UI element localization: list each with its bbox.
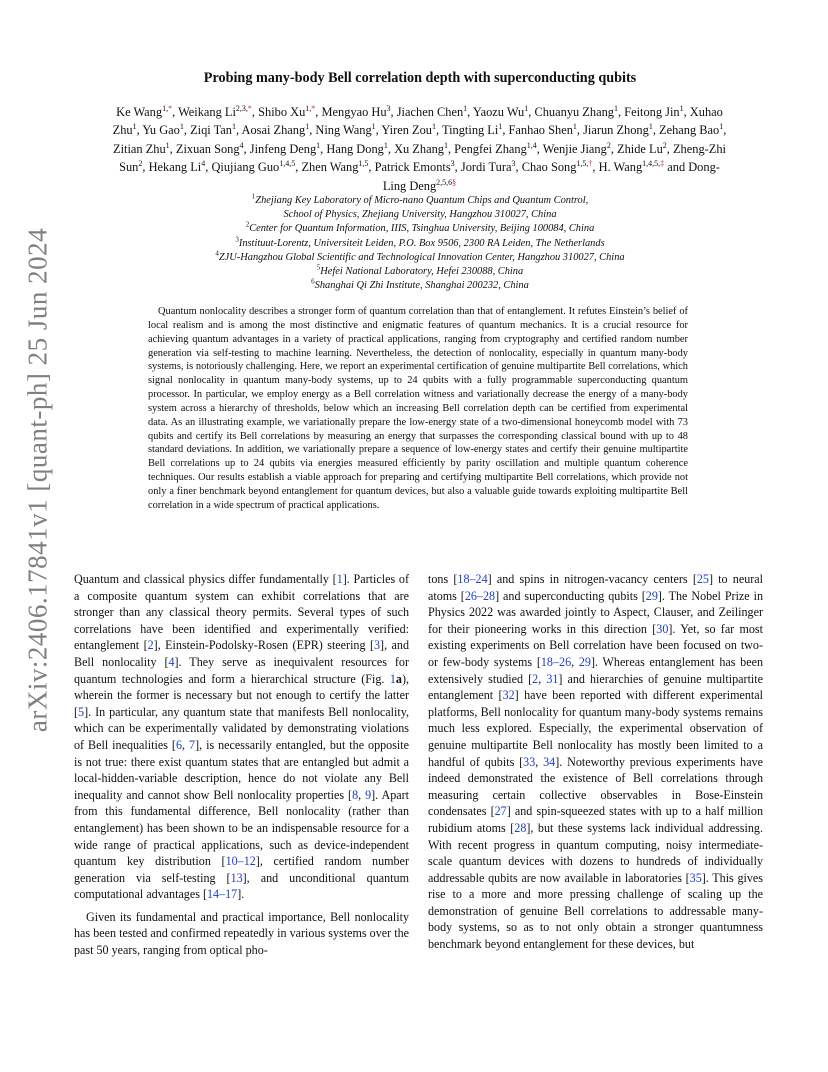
- author-affiliation-sup: 1: [443, 140, 448, 150]
- author-affiliation-sup: 2: [606, 140, 611, 150]
- body-text: ] and spin-squeezed states with up to a half million rubidium atoms [: [428, 804, 763, 835]
- affiliation-line: [115, 237, 725, 251]
- citation-link[interactable]: 13: [230, 870, 243, 885]
- citation-link[interactable]: 35: [689, 870, 702, 885]
- author-name: Zixuan Song: [175, 141, 240, 156]
- author-name: Chao Song: [521, 160, 577, 175]
- author-affiliation-sup: 1: [371, 122, 376, 132]
- body-text: ,: [358, 787, 366, 802]
- body-text: ] and superconducting qubits [: [495, 588, 646, 603]
- citation-link[interactable]: 31: [546, 671, 559, 686]
- affiliation-text: Center for Quantum Information, IIIS, Tsinghua University, Beijing 100084, China: [249, 223, 595, 235]
- author-footnote-mark[interactable]: §: [452, 177, 457, 187]
- body-text: Quantum and classical physics differ fundamentally [: [74, 572, 337, 586]
- author-affiliation-sup: 1,4,5: [279, 159, 296, 169]
- author-name: Ziqi Tan: [190, 123, 232, 138]
- affiliation-number: 5: [316, 263, 321, 272]
- author: [583, 123, 653, 137]
- author: [149, 160, 206, 174]
- author: [258, 105, 315, 119]
- author: [461, 160, 516, 174]
- author-name: Jinfeng Deng: [249, 141, 317, 156]
- author-name: Xu Zhang: [394, 141, 444, 156]
- body-text: ] and hierarchies of genuine multipartite entanglement [: [428, 671, 764, 703]
- author: [375, 160, 455, 174]
- body-column-right: [428, 571, 763, 953]
- affiliation-text: Instituut-Lorentz, Universiteit Leiden, P.O. Box 9506, 2300 RA Leiden, The Netherlands: [238, 237, 605, 249]
- author-name: Xuhao Zhu: [112, 105, 723, 138]
- body-text: ,: [182, 737, 190, 752]
- affiliation-number: 1: [251, 192, 256, 201]
- author-footnote-mark[interactable]: *: [311, 103, 316, 113]
- citation-link[interactable]: 34: [543, 754, 556, 769]
- author: [116, 105, 172, 119]
- author-affiliation-sup: 3: [511, 159, 516, 169]
- author: [211, 160, 295, 174]
- author-name: Yaozu Wu: [472, 105, 525, 119]
- author: [178, 105, 252, 119]
- citation-link[interactable]: 1: [336, 572, 343, 586]
- author-affiliation-sup: 1: [132, 122, 137, 132]
- author-name: and Dong-Ling Deng: [382, 160, 720, 193]
- citation-link[interactable]: 1: [389, 671, 396, 686]
- citation-link[interactable]: 27: [494, 804, 507, 819]
- citation-link[interactable]: 14–17: [206, 887, 238, 902]
- author: [321, 105, 390, 119]
- author: [473, 105, 528, 119]
- citation-link[interactable]: 10–12: [225, 854, 256, 869]
- body-text: ]. Yet, so far most existing experiments on Bell correlation have been focused on two- or few-body systems [: [428, 621, 763, 669]
- author: [522, 160, 593, 174]
- author-affiliation-sup: 1: [524, 103, 529, 113]
- author-name: Jiarun Zhong: [583, 123, 649, 138]
- citation-link[interactable]: 4: [168, 654, 175, 669]
- affiliation-text: School of Physics, Zhejiang University, Hangzhou 310027, China: [283, 209, 557, 221]
- author-name: Hekang Li: [148, 160, 202, 175]
- affiliation-line: [115, 251, 725, 265]
- citation-link[interactable]: 2: [147, 638, 154, 653]
- author-name: Tingting Li: [441, 123, 499, 138]
- affiliation-number: 2: [245, 220, 250, 229]
- author-affiliation-sup: 1: [431, 122, 436, 132]
- citation-link[interactable]: 9: [365, 787, 372, 802]
- author-affiliation-sup: 4: [201, 159, 206, 169]
- citation-link[interactable]: 2: [532, 671, 539, 686]
- author-name: Zitian Zhu: [113, 141, 166, 156]
- author: [534, 105, 618, 119]
- author-name: Patrick Emonts: [374, 160, 451, 175]
- affiliation-text: Zhejiang Key Laboratory of Micro-nano Quantum Chips and Quantum Control,: [255, 195, 589, 206]
- author: [250, 142, 320, 156]
- citation-link[interactable]: 5: [78, 704, 85, 719]
- citation-link[interactable]: 7: [189, 737, 196, 752]
- citation-link[interactable]: 25: [696, 572, 709, 586]
- author-affiliation-sup: 1: [498, 122, 503, 132]
- author: [659, 123, 723, 137]
- author: [454, 142, 537, 156]
- author-affiliation-sup: 1,: [305, 103, 312, 113]
- author-footnote-mark[interactable]: *: [247, 103, 252, 113]
- citation-link[interactable]: 32: [502, 688, 515, 703]
- author-name: Jordi Tura: [460, 160, 512, 175]
- author-name: Shibo Xu: [258, 105, 306, 119]
- author-name: Zhide Lu: [617, 141, 663, 156]
- author-affiliation-sup: 1: [316, 140, 321, 150]
- author-affiliation-sup: 2: [138, 159, 143, 169]
- author: [397, 105, 467, 119]
- author-list: Ke Wang$^{1,*}$, Weikang $Li^{2,3,*}$, Shibo $Xu^{1,*}$, Mengyao Hu$^3$, Jiachen Chen$^1$, Yaozu Wu$^1$, Chuanyu Zhang$^1$, Feitong Jin$^1$, Xuhao Zhu$^1$, Yu Gao$^1$, Ziqi Tan$^1$, Aosai Zhang$^1$, Ning Wang$^1$, Yiren Zou$^1$, Tingting Li$^1$, Fanhao Shen$^1$, Jiarun Zhong$^1$, Zehang Bao$^1$, Zitian Zhu$^1$, Zixuan Song$^4$, Jinfeng Deng$^1$, Hang Dong$^1$, Xu Zhang$^1$, Pengfei Zhang$^{1,4}$, Wenjie Jiang$^2$, Zhide Lu$^2$, Zheng-Zhi Sun$^2$, Hekang Li$^4$, Qiujiang Guo$^{1,4,5}$, Zhen Wang$^{1,5}$, Patrick Emonts$^3$, Jordi Tura$^3$, Chao Song$^{1,5,\dagger}$, H. Wang$^{1,4,5,\ddagger}$ and Dong-Ling Deng$^{2,5,6\S}$: [112, 103, 727, 193]
- author-name: Jiachen Chen: [396, 105, 464, 119]
- author: [326, 142, 387, 156]
- author-name: Yiren Zou: [381, 123, 432, 138]
- body-paragraph: [428, 571, 763, 953]
- affiliation-text: ZJU-Hangzhou Global Scientific and Technological Innovation Center, Hangzhou 310027, China: [218, 251, 625, 263]
- citation-link[interactable]: 18–24: [457, 572, 488, 586]
- body-text: ]. In particular, any quantum state that manifests Bell nonlocality, which can be experimentally validated by demonstrating violations of Bell inequalities [: [74, 704, 409, 752]
- author: [381, 123, 436, 137]
- author-affiliation-sup: 1: [383, 140, 388, 150]
- affiliation-line: [115, 208, 725, 222]
- author-affiliation-sup: 2,3,: [235, 103, 248, 113]
- citation-link[interactable]: 18–26: [540, 654, 572, 669]
- author-name: Ning Wang: [315, 123, 372, 138]
- author-affiliation-sup: 1,5: [358, 159, 369, 169]
- author-affiliation-sup: 1: [572, 122, 577, 132]
- body-paragraph: [74, 909, 409, 959]
- body-text: ].: [237, 887, 245, 902]
- body-text: ], is necessarily entangled, but the opposite is not true: there exist quantum states that are entangled but admit a local-hidden-variable description, hence do not violate any Bell inequality and cannot show Bell nonlocality properties [: [74, 737, 410, 802]
- body-text: ]. Particles of a composite quantum system can exhibit correlations that are stronger than any classical theory permits. Several types of such correlations have been identified and experimentally verified: entanglement [: [74, 572, 409, 653]
- author-affiliation-sup: 1,4: [526, 140, 537, 150]
- citation-link[interactable]: 33: [523, 754, 536, 769]
- citation-link[interactable]: 29: [578, 654, 591, 669]
- author-name: Aosai Zhang: [241, 123, 306, 138]
- author-name: Fanhao Shen: [508, 123, 573, 138]
- affiliation-number: 6: [311, 277, 315, 286]
- author: [242, 123, 310, 137]
- body-text: ] and spins in nitrogen-vacancy centers [: [487, 572, 697, 586]
- body-text: ], Einstein-Podolsky-Rosen (EPR) steering [: [153, 638, 374, 653]
- affiliation-text: Hefei National Laboratory, Hefei 230088, China: [320, 266, 524, 278]
- affiliation-number: 3: [235, 235, 239, 244]
- author: [113, 142, 170, 156]
- body-text: ,: [571, 654, 579, 669]
- body-text: Given its fundamental and practical importance, Bell nonlocality has been tested and confirmed repeatedly in various systems over the past 50 years, ranging from optical pho-: [74, 909, 409, 958]
- body-text: ]. Apart from this fundamental difference, Bell nonlocality (rather than entanglement) has been shown to be an indispensable resource for a wide range of practical applications, such as device-independent quantum key distribution [: [74, 787, 409, 869]
- body-text: tons [: [428, 572, 458, 586]
- author-footnote-mark[interactable]: *: [168, 103, 173, 113]
- author: [301, 160, 368, 174]
- author-affiliation-sup: 1,: [162, 103, 169, 113]
- author-name: Hang Dong: [326, 141, 384, 156]
- author: [176, 142, 244, 156]
- affiliation-list: [115, 194, 725, 293]
- citation-link[interactable]: 8: [352, 787, 359, 802]
- author-affiliation-sup: 1: [305, 122, 310, 132]
- citation-link[interactable]: 6: [175, 737, 182, 752]
- author-name: Weikang Li: [178, 105, 236, 119]
- author-affiliation-sup: 1: [179, 122, 184, 132]
- figure-panel-label: a: [395, 671, 402, 686]
- author-name: Pengfei Zhang: [454, 141, 527, 156]
- author-name: Wenjie Jiang: [542, 141, 607, 156]
- affiliation-number: 4: [215, 249, 219, 258]
- author-affiliation-sup: 1,5,: [576, 159, 589, 169]
- author: [315, 123, 375, 137]
- body-text: ] to neural atoms [: [428, 572, 763, 603]
- author: [624, 105, 683, 119]
- body-text: ], but these systems lack individual addressing. With recent progress in quantum computing, noisy intermediate-scale quantum devices with dozens to hundreds of individually addressable qubits are now available in laboratories [: [428, 820, 763, 885]
- body-text: ]. This gives rise to a more and more pressing challenge of scaling up the demonstration of genuine Bell correlations to addressable many-body systems, so as to not only obtain a stronger quantumness benchmark beyond entanglement for these devices, but: [428, 870, 763, 952]
- author-footnote-mark[interactable]: †: [588, 159, 593, 169]
- body-text: ,: [535, 754, 544, 769]
- author-name: Mengyao Hu: [321, 105, 387, 119]
- author: [543, 142, 611, 156]
- body-text: ], and Bell nonlocality [: [74, 638, 410, 669]
- author-name: Ke Wang: [116, 105, 163, 119]
- body-text: ]. Noteworthy previous experiments have indeed demonstrated the existence of Bell correlations through measuring certain collective observables in Bose-Einstein condensates [: [428, 754, 764, 819]
- author: [442, 123, 502, 137]
- author-affiliation-sup: 1: [463, 103, 468, 113]
- author: [617, 142, 667, 156]
- body-column-left: [74, 571, 409, 959]
- author-name: Qiujiang Guo: [211, 160, 280, 175]
- body-text: ] have been reported with different experimental platforms, Bell nonlocality for quantum many-body systems remains much less explored. Especially, the experimental observation of genuine multipartite Bell nonlocality has mostly been limited to a handful of qubits [: [428, 688, 763, 769]
- affiliation-line: [115, 222, 725, 236]
- arxiv-stamp-text: arXiv:2406.17841v1 [quant-ph] 25 Jun 2024: [22, 227, 53, 733]
- body-text: ], certified random number generation via self-testing [: [74, 854, 409, 885]
- body-text: ,: [538, 671, 547, 686]
- body-text: ), wherein the former is necessary but not enough to certify the latter [: [74, 671, 409, 719]
- author: [509, 123, 577, 137]
- citation-link[interactable]: 30: [656, 621, 669, 636]
- author-affiliation-sup: 1: [719, 122, 724, 132]
- author: [142, 123, 184, 137]
- author-affiliation-sup: 1,4,5,: [642, 159, 661, 169]
- body-text: ]. They serve as inequivalent resources for quantum technologies and form a hierarchical structure (Fig.: [74, 654, 409, 686]
- author-affiliation-sup: 4: [239, 140, 244, 150]
- citation-link[interactable]: 29: [645, 588, 658, 603]
- author: [599, 160, 665, 174]
- body-text: ]. The Nobel Prize in Physics 2022 was awarded jointly to Aspect, Clauser, and Zeilinger for their pioneering works in this direction [: [428, 588, 763, 636]
- author-affiliation-sup: 2,5,6: [436, 177, 453, 187]
- author-affiliation-sup: 1: [613, 103, 618, 113]
- arxiv-identifier-stamp: [18, 227, 58, 733]
- author-name: Zhen Wang: [301, 160, 359, 175]
- author: [190, 123, 236, 137]
- author-name: Zehang Bao: [659, 123, 720, 138]
- author-affiliation-sup: 1: [679, 103, 684, 113]
- author-affiliation-sup: 2: [662, 140, 667, 150]
- abstract: Quantum nonlocality describes a stronger form of quantum correlation than that of entanglement. It refutes Einstein’s belief of local realism and is among the most distinctive and enigmatic features of quantum mechanics. It is a crucial resource for achieving quantum advantages in a variety of practical applications, ranging from cryptography and certified random number generation via self-testing to machine learning. Nevertheless, the detection of nonlocality, especially in quantum many-body systems, is notoriously challenging. Here, we report an experimental certification of genuine multipartite Bell correlations, which signal nonlocality in quantum many-body systems, up to 24 qubits with a fully programmable superconducting quantum processor. In particular, we employ energy as a Bell correlation witness and variationally decrease the energy of a many-body system across a hierarchy of thresholds, below which an increasing Bell correlation depth can be certified from experimental data. As an illustrating example, we variationally prepare the low-energy state of a two-dimensional honeycomb model with 73 qubits and certify its Bell correlations by measuring an energy that surpasses the corresponding classical bound with up to 48 standard deviations. In addition, we variationally prepare a sequence of low-energy states and certify their genuine multipartite Bell correlations up to 24 qubits via energies measured efficiently by parity oscillation and multiple quantum coherence techniques. Our results establish a viable approach for preparing and certifying multipartite Bell correlations, which provide not only a finer benchmark beyond entanglement for quantum devices, but also a valuable guide towards exploiting multipartite Bell correlation in a wide spectrum of practical applications.: [148, 306, 688, 511]
- body-text: ], and unconditional quantum computational advantages [: [74, 870, 409, 902]
- citation-link[interactable]: 28: [514, 820, 527, 835]
- citation-link[interactable]: 3: [374, 638, 381, 653]
- author-name: Zheng-Zhi Sun: [119, 141, 726, 175]
- citation-link[interactable]: 26–28: [464, 588, 496, 603]
- author-affiliation-sup: 1: [648, 122, 653, 132]
- author-footnote-mark[interactable]: ‡: [660, 159, 665, 169]
- author-affiliation-sup: 1: [165, 140, 170, 150]
- author-name: H. Wang: [598, 160, 643, 175]
- body-text: ]. Whereas entanglement has been extensively studied [: [428, 654, 763, 686]
- author-affiliation-sup: 3: [386, 103, 391, 113]
- affiliation-line: [115, 265, 725, 279]
- author-name: Yu Gao: [142, 123, 180, 138]
- affiliation-text: Shanghai Qi Zhi Institute, Shanghai 200232, China: [314, 280, 529, 292]
- author-name: Chuanyu Zhang: [534, 105, 614, 119]
- author: [394, 142, 448, 156]
- affiliation-line: [115, 279, 725, 293]
- author-affiliation-sup: 3: [450, 159, 455, 169]
- affiliation-line: [115, 194, 725, 208]
- paper-title: Probing many-body Bell correlation depth with superconducting qubits: [203, 70, 637, 86]
- author-affiliation-sup: 1: [232, 122, 236, 132]
- body-paragraph: [74, 571, 409, 903]
- author-name: Feitong Jin: [624, 105, 680, 119]
